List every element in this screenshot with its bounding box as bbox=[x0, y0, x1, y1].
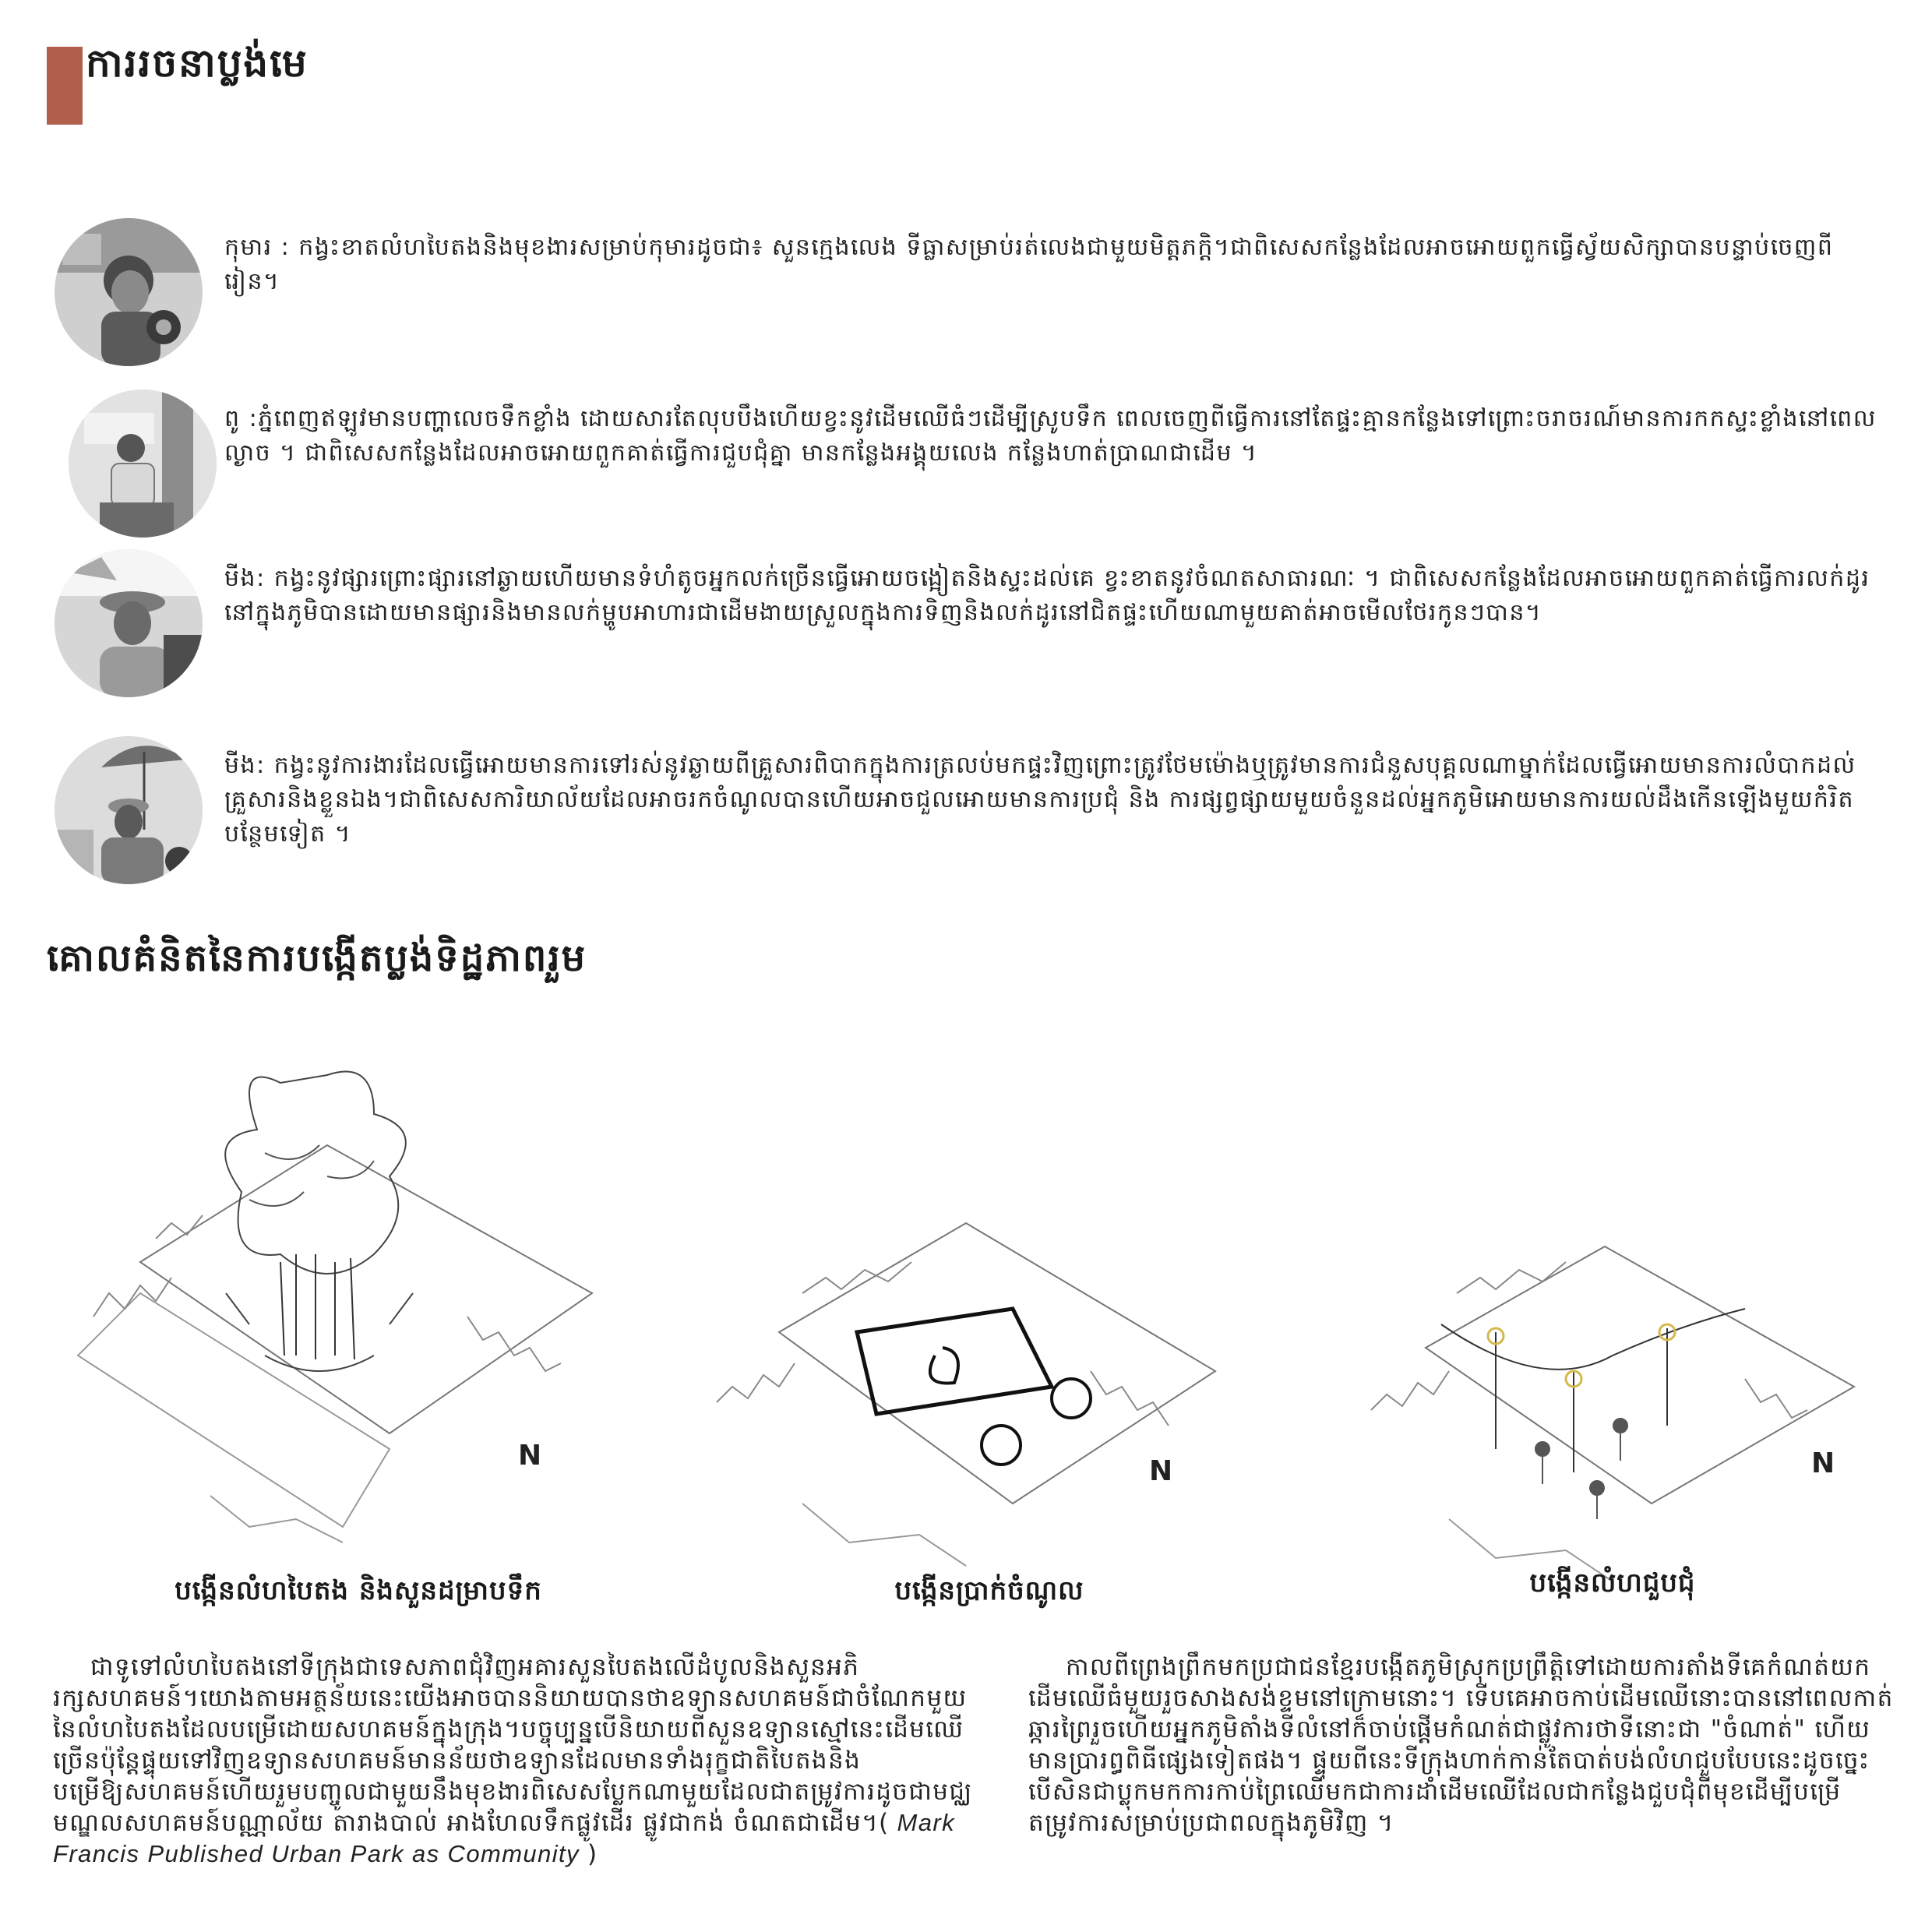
diagram-green-space bbox=[47, 1059, 670, 1558]
elderly-man-seated-photo-icon bbox=[69, 390, 217, 538]
persona-aunt-work-text: មីង: កង្វះនូវការងារដែលធ្វើអោយមានការទៅរស់នូវឆ្ងាយពីគ្រួសារពិបាកក្នុងការត្រលប់មកផ្ទះវិញព្រោះត្រូវថែមម៉ោងឬត្រូវមានការជំនួសបុគ្គលណាម្នាក់ដែលធ្វើអោយមានការលំបាកដល់គ្រួសារនិងខ្លួនឯង។ជាពិសេសការិយាល័យដែលអាចរកចំណូលបានហើយអាចជួលអោយមានការប្រជុំ និង ការផ្សព្វផ្សាយមួយចំនួនដល់អ្នកភូមិអោយមានការយល់ដឹងកើនឡើងមួយកំរិតបន្ថែមទៀត ។ bbox=[224, 752, 1856, 848]
caption-gathering-space: បង្កើនលំហជួបជុំ bbox=[1529, 1567, 1696, 1599]
citation-close: ) bbox=[587, 1840, 598, 1868]
north-arrow-icon bbox=[514, 1433, 545, 1480]
section-title: គោលគំនិតនៃការបង្កើតប្លង់ទិដ្ឋភាពរួម bbox=[47, 936, 587, 980]
north-arrow-icon bbox=[1145, 1449, 1176, 1496]
title-accent-bar bbox=[47, 47, 83, 125]
svg-text:N: N bbox=[1149, 1455, 1173, 1487]
persona-child-text: កុមារ : កង្វះខាតលំហបៃតងនិងមុខងារសម្រាប់កុមារដូចជា៖ សួនក្មេងលេង ទីធ្លាសម្រាប់រត់លេងជាមួយមិត្តភក្តិ។ជាពិសេសកន្លែងដែលអាចអោយពួកធ្វើស្វ័យសិក្សាបានបន្ទាប់ចេញពីរៀន។ bbox=[224, 234, 1834, 295]
left-paragraph-text: ជាទូទៅលំហបៃតងនៅទីក្រុងជាទេសភាពជុំវិញអគារសួនបៃតងលើដំបូលនិងសួនអភិរក្សសហគមន៍។យោងតាមអត្ថន័យនេះយើងអាចបាននិយាយបានថាឧទ្យានសហគមន៍ជាចំណែកមួយនៃលំហបៃតងដែលបម្រើដោយសហគមន៍ក្នុងក្រុង។បច្ចុប្បន្នបើនិយាយពីសួនឧទ្យានស្មៅនេះដើមឈើច្រើនប៉ុន្តែផ្ទុយទៅវិញឧទ្យានសហគមន៍មានន័យថាឧទ្យានដែលមានទាំងរុក្ខជាតិបៃតងនិងបម្រើឱ្យសហគមន៍ហើយរួមបញ្ចូលជាមួយនឹងមុខងារពិសេសប្លែកណាមួយដែលជាតម្រូវការដូចជាមជ្ឈមណ្ឌលសហគមន៍បណ្ណាល័យ តារាងបាល់ អាងហែលទឹកផ្លូវដើរ ផ្លូវជាកង់ ចំណតជាដើម។( bbox=[53, 1653, 973, 1837]
left-paragraph bbox=[53, 1652, 996, 1870]
persona-row-child bbox=[47, 218, 1885, 374]
north-arrow-icon bbox=[1807, 1441, 1839, 1488]
child-on-motorbike-photo-icon bbox=[55, 218, 203, 366]
vendor-under-umbrella-photo-icon bbox=[55, 736, 203, 884]
persona-row-aunt-market bbox=[47, 549, 1885, 705]
page-title: ការរចនាប្លង់មេ bbox=[86, 41, 308, 86]
caption-income: បង្កើនប្រាក់ចំណូល bbox=[894, 1575, 1084, 1606]
woman-with-hat-photo-icon bbox=[55, 549, 203, 697]
svg-text:N: N bbox=[1811, 1447, 1835, 1479]
diagram-income bbox=[686, 1137, 1278, 1636]
citation-text: Mark Francis Published Urban Park as Community bbox=[53, 1809, 956, 1867]
svg-text:N: N bbox=[518, 1440, 542, 1472]
caption-green-space: បង្កើនលំហបៃតង និងសួនដម្រាបទឹក bbox=[175, 1575, 542, 1606]
persona-row-aunt-work bbox=[47, 736, 1885, 892]
right-paragraph: កាលពីព្រេងព្រឹកមកប្រជាជនខ្មែរបង្កើតភូមិស្រុកប្រព្រឹត្តិទៅដោយការតាំងទីគេកំណត់យកដើមឈើធំមួយរួចសាងសង់ខ្ទមនៅក្រោមនោះ។ ទើបគេអាចកាប់ដើមឈើនោះបាននៅពេលកាត់ឆ្ការព្រៃរួចហើយអ្នកភូមិតាំងទីលំនៅក៏ចាប់ផ្តើមកំណត់ជាផ្លូវការថាទីនោះជា "ចំណាត់" ហើយមានប្រារព្ធពិធីផ្សេងទៀតផង។ ផ្ទុយពីនេះទីក្រុងហាក់កាន់តែបាត់បង់លំហជួបបែបនេះដូចច្នេះបើសិនជាប្លុកមកការកាប់ព្រៃឈើមកជាការដាំដើមឈើដែលជាកន្លែងជួបជុំពីមុខដើម្បីបម្រើតម្រូវការសម្រាប់ប្រជាពលក្នុងភូមិវិញ ។ bbox=[1028, 1653, 1894, 1837]
persona-uncle-text: ពូ :ភ្នំពេញឥឡូវមានបញ្ហាលេចទឹកខ្លាំង ដោយសារតែលុបបឹងហើយខ្វះនូវដើមឈើធំៗដើម្បីស្រូបទឹក ពេលចេញពីធ្វើការនៅតែផ្ទះគ្មានកន្លែងទៅព្រោះចរាចរណ៍មានការកកស្ទះខ្លាំងនៅពេលល្ងាច ។ ជាពិសេសកន្លែងដែលអាចអោយពួកគាត់ធ្វើការជួបជុំគ្នា មានកន្លែងអង្គុយលេង កន្លែងហាត់ប្រាណជាដើម ។ bbox=[224, 405, 1877, 467]
persona-aunt-market-text: មីង: កង្វះនូវផ្សារព្រោះផ្សារនៅឆ្ងាយហើយមានទំហំតូចអ្នកលក់ច្រើនធ្វើអោយចង្អៀតនិងស្ទះដល់គេ ខ្វះខាតនូវចំណតសាធារណៈ ។ ជាពិសេសកន្លែងដែលអាចអោយពួកគាត់ធ្វើការលក់ដូរនៅក្នុងភូមិបានដោយមានផ្សារនិងមានលក់ម្ហូបអាហារជាដើមងាយស្រួលក្នុងការទិញនិងលក់ដូរនៅជិតផ្ទះហើយណាមួយគាត់អាចមើលថែរកូនៗបាន។ bbox=[224, 565, 1870, 626]
persona-row-uncle bbox=[47, 390, 1885, 545]
